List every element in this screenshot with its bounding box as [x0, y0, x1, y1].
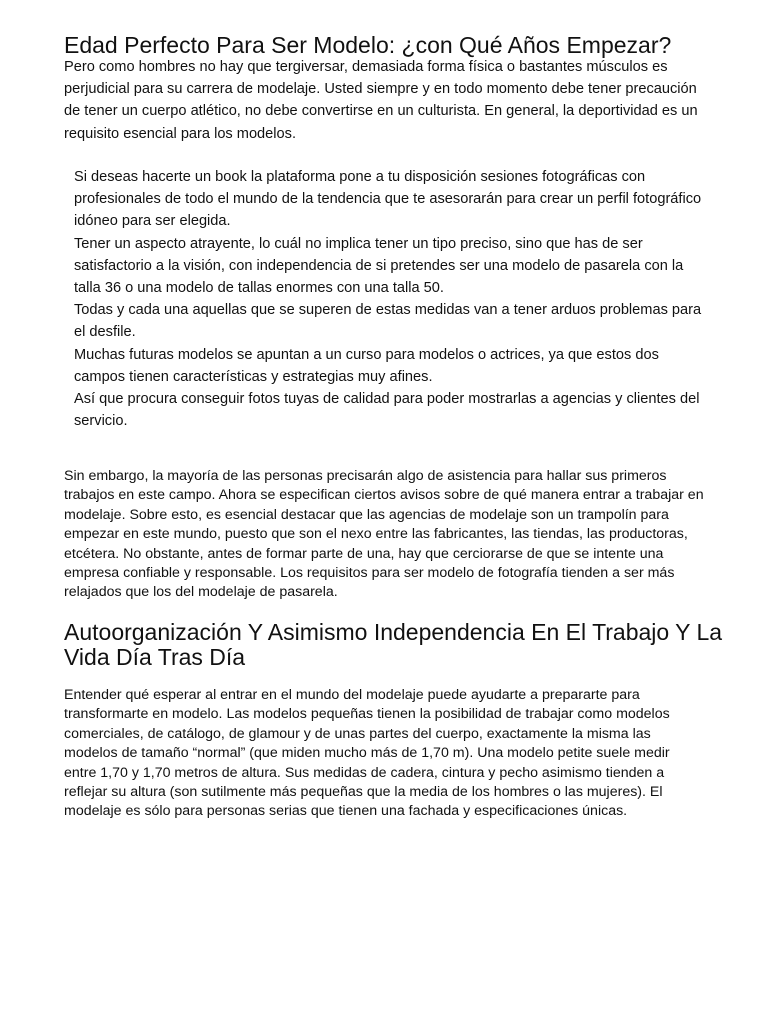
- agencies-paragraph: Sin embargo, la mayoría de las personas precisarán algo de asistencia para hallar sus primeros trabajos en este campo. Ahora se especifican ciertos avisos sobre de qué manera entrar a trabajar en modelaje. Sobre esto, es esencial destacar que las agencias de modelaje son un trampolín para empezar en este mundo, puesto que son el nexo entre las fabricantes, las tiendas, las productoras, etcétera. No obstante, antes de formar parte de una, hay que cerciorarse de que se intente una empresa confiable y responsable. Los requisitos para ser modelo de fotografía tienden a ser más relajados que los del modelaje de pasarela.: [64, 468, 704, 601]
- page-title: Edad Perfecto Para Ser Modelo: ¿con Qué Años Empezar?: [64, 32, 672, 58]
- intro-paragraph: Pero como hombres no hay que tergiversar, demasiada forma física o bastantes músculos es perjudicial para su carrera de modelaje. Usted siempre y en todo momento debe tener precaución de tener un cuerpo atlético, no debe convertirse en un culturista. En general, la deportividad es un requisito esencial para los modelos.: [64, 59, 698, 142]
- list-item: Así que procura conseguir fotos tuyas de calidad para poder mostrarlas a agencias y clientes del servicio.: [74, 391, 700, 430]
- section-heading: Autoorganización Y Asimismo Independencia En El Trabajo Y La Vida Día Tras Día: [64, 619, 723, 670]
- list-item: Todas y cada una aquellas que se superen de estas medidas van a tener arduos problemas para el desfile.: [74, 302, 702, 341]
- expectations-paragraph: Entender qué esperar al entrar en el mundo del modelaje puede ayudarte a prepararte para transformarte en modelo. Las modelos pequeñas tienen la posibilidad de trabajar como modelos comerciales, de catálogo, de glamour y de unas partes del cuerpo, exactamente la misma las modelos de tamaño “normal” (que miden mucho más de 1,70 m). Una modelo petite suele medir entre 1,70 y 1,70 metros de altura. Sus medidas de cadera, cintura y pecho asimismo tienden a reflejar su altura (son sutilmente más pequeñas que la media de los hombres o las mujeres). El modelaje es sólo para personas serias que tienen una fachada y especificaciones únicas.: [64, 687, 670, 820]
- list-item: Muchas futuras modelos se apuntan a un curso para modelos o actrices, ya que estos dos campos tienen características y estrategias muy afines.: [74, 346, 659, 385]
- list-item: Si deseas hacerte un book la plataforma pone a tu disposición sesiones fotográficas con profesionales de todo el mundo de la tendencia que te asesorarán para crear un perfil fotográfico idóneo para ser elegida.: [74, 169, 702, 230]
- list-item: Tener un aspecto atrayente, lo cuál no implica tener un tipo preciso, sino que has de ser satisfactorio a la visión, con independencia de si pretendes ser una modelo de pasarela con la talla 36 o una modelo de tallas enormes con una talla 50.: [74, 235, 684, 297]
- tips-list: [74, 166, 714, 432]
